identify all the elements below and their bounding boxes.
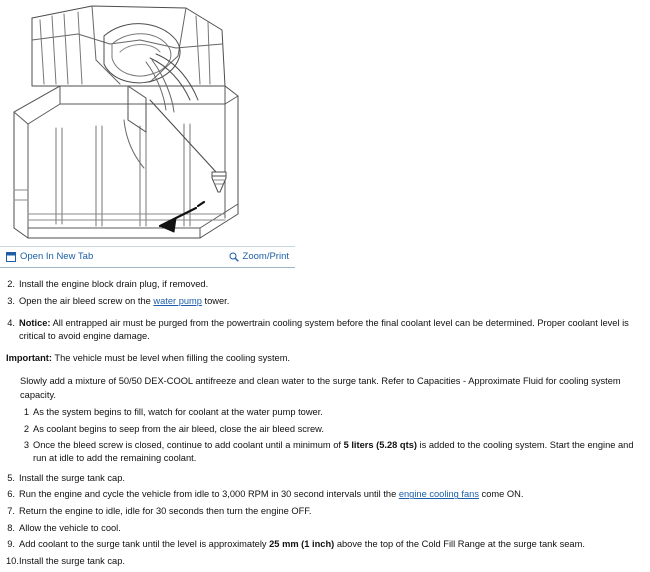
- water-pump-link[interactable]: water pump: [153, 295, 202, 306]
- engine-cooling-fans-link[interactable]: engine cooling fans: [398, 489, 479, 500]
- step-text-post: tower.: [201, 295, 230, 306]
- step-text: Install the engine block drain plug, if removed.: [19, 279, 209, 289]
- step-text: Install the surge tank cap.: [19, 556, 125, 566]
- figure-toolbar: [0, 246, 295, 267]
- sub-step-list: [20, 406, 642, 466]
- open-in-new-tab-label: Open In New Tab: [20, 251, 94, 263]
- engine-line-art: [0, 0, 295, 246]
- list-item: [6, 488, 642, 501]
- step-text: [19, 295, 642, 308]
- list-item: [6, 295, 642, 308]
- step-number: 9.: [7, 539, 15, 550]
- open-in-new-tab-button[interactable]: [6, 252, 93, 262]
- important-block: [6, 352, 642, 365]
- list-item: [6, 472, 642, 485]
- notice-text: All entrapped air must be purged from the powertrain cooling system before the final coolant level can be determined. Proper coolant level is critical to avoid engine damage.: [19, 317, 629, 342]
- list-item: [6, 278, 642, 291]
- list-item: [20, 439, 642, 465]
- step-number: 4.: [7, 317, 15, 328]
- important-text: The vehicle must be level when filling the cooling system.: [51, 353, 291, 364]
- zoom-print-button[interactable]: [229, 252, 289, 262]
- substep-text: As coolant begins to seep from the air bleed, close the air bleed screw.: [33, 423, 324, 434]
- coolant-volume-value: 5 liters (5.28 qts): [343, 440, 417, 451]
- step-number: 2.: [7, 279, 15, 289]
- substep-number: 3: [23, 440, 29, 451]
- step-text-pre: Run the engine and cycle the vehicle from idle to 3,000 RPM in 30 second intervals until the: [19, 489, 399, 500]
- important-label: Important:: [6, 353, 52, 364]
- step-text: [19, 538, 642, 551]
- list-item: [6, 522, 642, 535]
- step-text: [19, 317, 642, 343]
- list-item: [6, 505, 642, 518]
- step-text-post: above the top of the Cold Fill Range at the surge tank seam.: [334, 539, 585, 550]
- substep-number: 1: [23, 406, 29, 417]
- step-text: Install the surge tank cap.: [19, 472, 125, 483]
- step-text: [19, 488, 642, 501]
- notice-label: Notice:: [19, 317, 51, 328]
- coolant-level-value: 25 mm (1 inch): [269, 539, 335, 550]
- engine-diagram-image: [0, 0, 295, 246]
- step-text: Allow the vehicle to cool.: [19, 522, 121, 533]
- list-item: [20, 423, 642, 436]
- figure-panel: [0, 0, 295, 268]
- step-number: 3.: [7, 295, 15, 306]
- magnifier-icon: [229, 252, 239, 262]
- substep-text-pre: Once the bleed screw is closed, continue to add coolant until a minimum of: [33, 440, 344, 451]
- step-text-post: come ON.: [478, 489, 524, 500]
- step-text-pre: Add coolant to the surge tank until the level is approximately: [19, 539, 270, 550]
- fill-paragraph: Slowly add a mixture of 50/50 DEX-COOL antifreeze and clean water to the surge tank. Refer to Capacities - Approximate Fluid for cooling system capacity.: [20, 376, 621, 400]
- substep-number: 2: [23, 423, 29, 434]
- procedure-text: [0, 278, 650, 572]
- external-window-icon: [6, 252, 16, 262]
- substep-text-post: is added to the cooling system. Start the engine and run at idle to add the remaining coolant.: [33, 440, 634, 464]
- list-item: [6, 317, 642, 343]
- list-item: [6, 555, 642, 568]
- step-number: 10.: [6, 556, 19, 566]
- step-text: Return the engine to idle, idle for 30 seconds then turn the engine OFF.: [19, 505, 312, 516]
- step-number: 7.: [7, 505, 15, 516]
- step-number: 8.: [7, 522, 15, 533]
- step-number: 5.: [7, 472, 15, 483]
- list-item: [6, 538, 642, 551]
- step-number: 6.: [7, 489, 15, 500]
- list-item: [20, 406, 642, 419]
- substep-text: [33, 439, 642, 465]
- step-text-pre: Open the air bleed screw on the: [19, 295, 154, 306]
- zoom-print-label: Zoom/Print: [242, 251, 289, 263]
- notice-block: [6, 317, 642, 343]
- substep-text: As the system begins to fill, watch for coolant at the water pump tower.: [33, 406, 323, 417]
